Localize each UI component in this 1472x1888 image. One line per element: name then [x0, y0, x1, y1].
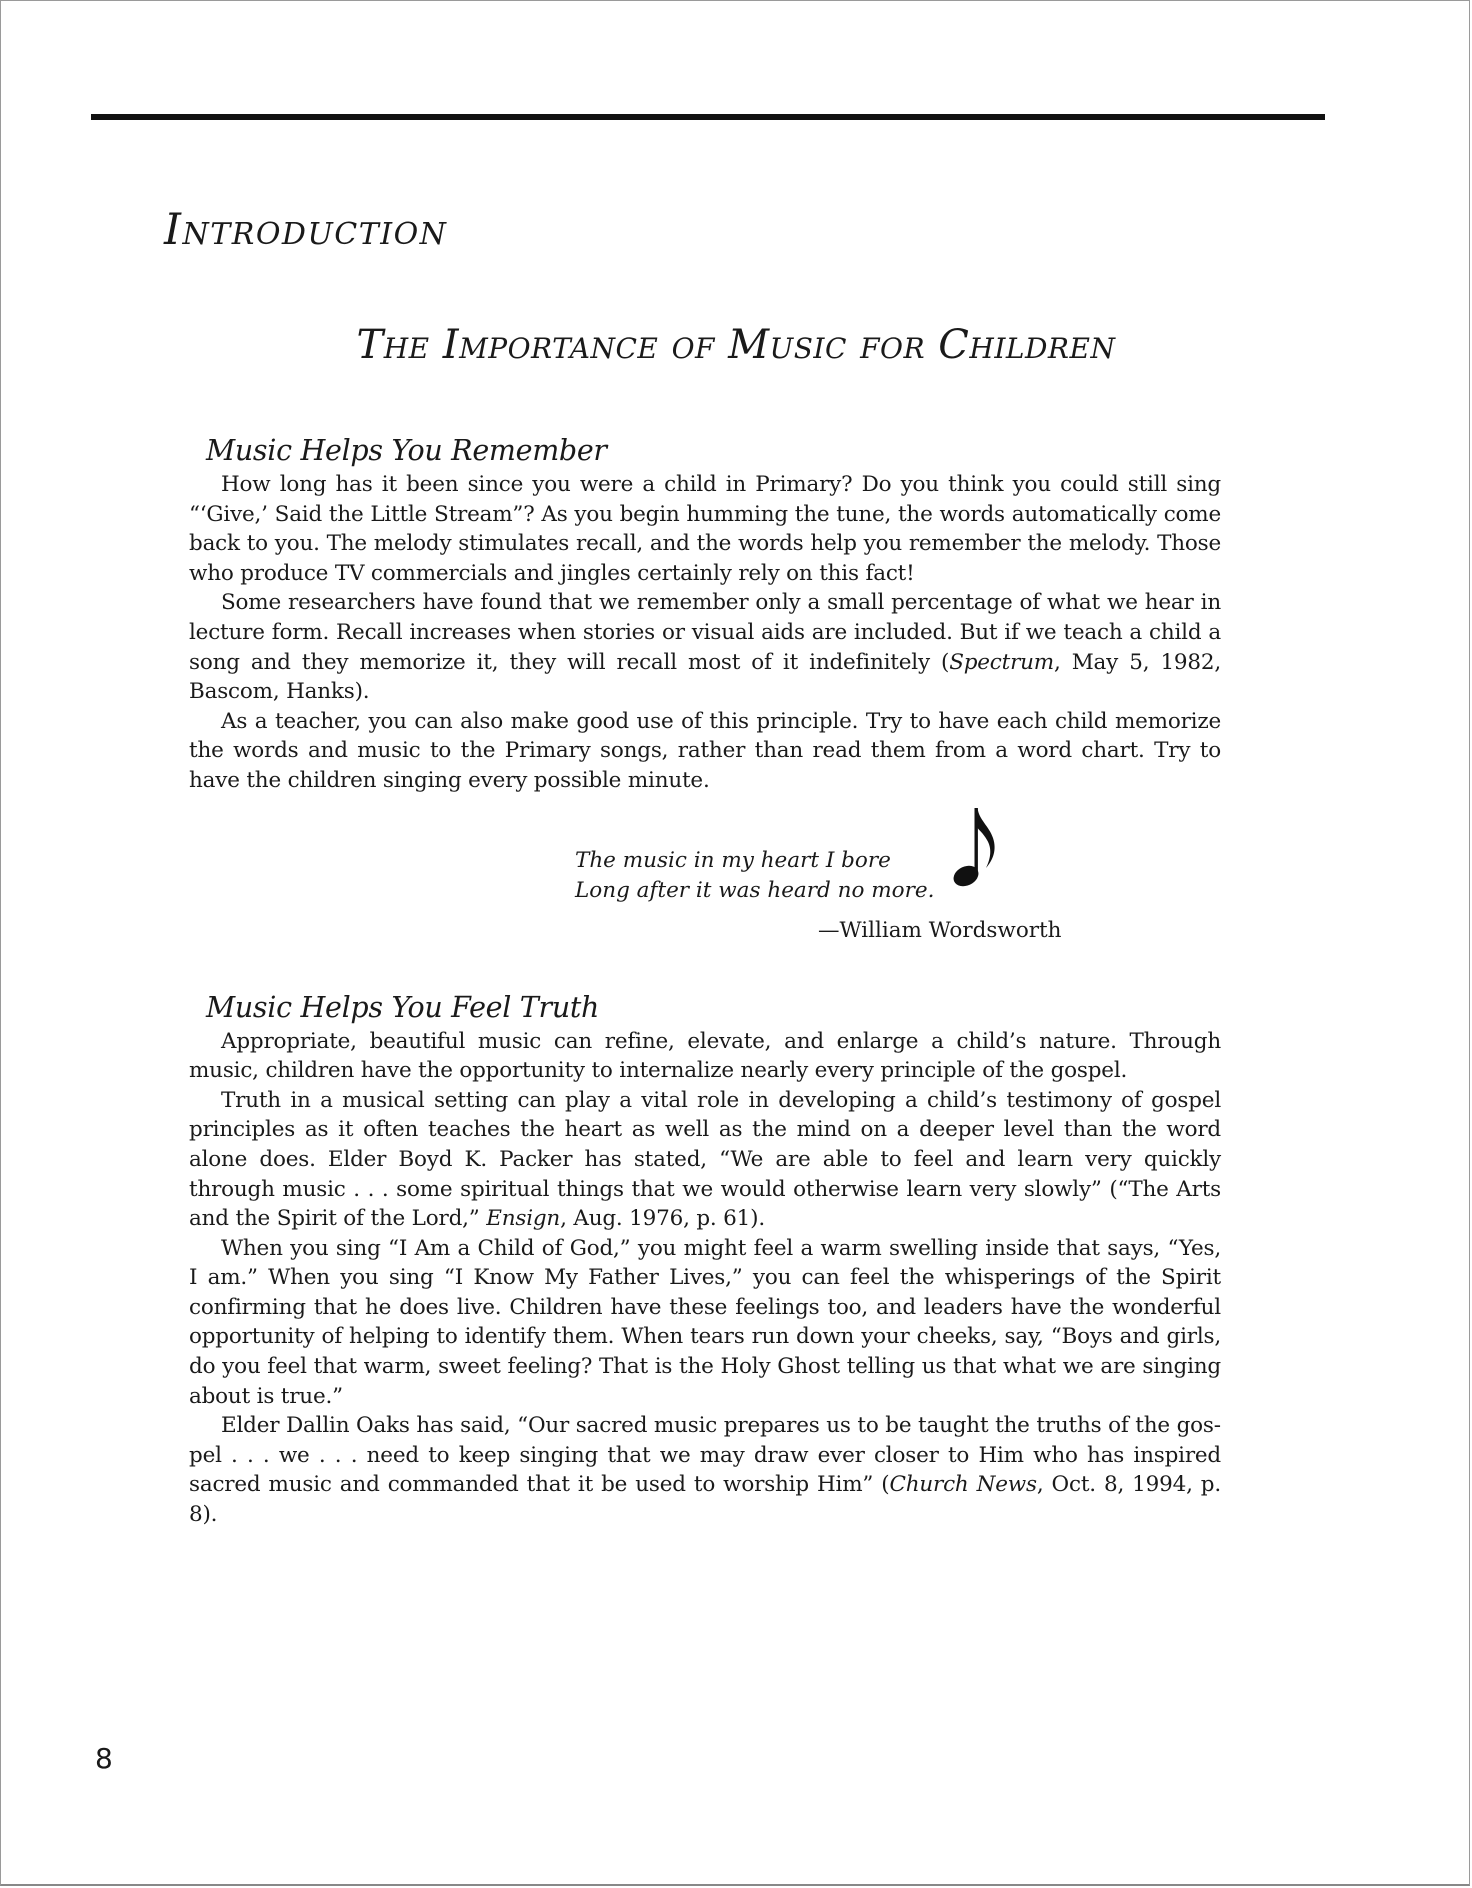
paragraph	[189, 1086, 1221, 1234]
quote-block	[189, 796, 1221, 989]
paragraph	[189, 707, 1221, 796]
quote-line: Long after it was heard no more.	[575, 877, 935, 903]
paragraph	[189, 1027, 1221, 1086]
paragraph-text: , Aug. 1976, p. 61).	[560, 1206, 765, 1232]
quote-line: The music in my heart I bore	[575, 847, 891, 873]
paragraph-text: When you sing “I Am a Child of God,” you might feel a warm swelling inside that says, “Yes, I am.” When you sing “I Know My Father Lives,” you can feel the whisperings of the Spirit confirming that he does live. Children have these feelings too, and leaders have the wonderful opportunity of helping to identify them. When tears run down your cheeks, say, “Boys and girls, do you feel that warm, sweet feeling? That is the Holy Ghost telling us that what we are singing about is true.”	[189, 1235, 1221, 1409]
paragraph-text: Elder Dallin Oaks has said, “Our sacred music prepares us to be taught the truths of the gospel . . . we . . . need to keep singing that we may draw ever closer to Him who has inspired sacred music and commanded that it be used to worship Him” (	[189, 1413, 1221, 1498]
paragraph-text: How long has it been since you were a child in Primary? Do you think you could still sing “‘Give,’ Said the Little Stream”? As you begin humming the tune, the words automatically come back to you. The melody stimulates recall, and the words help you remember the melody. Those who produce TV commercials and jingles certainly rely on this fact!	[189, 472, 1221, 586]
paragraph-text: Some researchers have found that we remember only a small percentage of what we hear in lecture form. Recall increases when stories or visual aids are included. But if we teach a child a song and they memorize it, they will recall most of it indefinitely (	[189, 590, 1221, 675]
paragraph-text: , May 5, 1982, Bascom, Hanks).	[189, 649, 1221, 705]
top-rule-divider	[91, 114, 1325, 120]
quote-attribution: —William Wordsworth	[818, 917, 1062, 943]
paragraph-text: As a teacher, you can also make good use of this principle. Try to have each child memorize the words and music to the Primary songs, rather than read them from a word chart. Try to have the children singing every possible minute.	[189, 708, 1221, 793]
subheading-remember: Music Helps You Remember	[206, 434, 607, 467]
citation-title: Spectrum	[949, 649, 1054, 675]
chapter-title: Introduction	[164, 205, 448, 255]
paragraph	[189, 470, 1221, 588]
subheading-truth: Music Helps You Feel Truth	[206, 990, 600, 1024]
eighth-note-icon	[952, 806, 1000, 888]
page-number: 8	[95, 1742, 113, 1775]
paragraph-text: Appropriate, beautiful music can refine, elevate, and enlarge a child’s nature. Through music, children have the opportunity to internalize nearly every principle of the gospel.	[189, 1028, 1221, 1084]
main-content	[189, 432, 1221, 1530]
paragraph-text: , Oct. 8, 1994, p. 8).	[189, 1472, 1222, 1528]
paragraph	[189, 1234, 1221, 1412]
paragraph	[189, 1411, 1221, 1529]
citation-title: Ensign	[486, 1206, 561, 1232]
citation-title: Church News	[889, 1472, 1037, 1498]
paragraph-text: Truth in a musical setting can play a vital role in developing a child’s testimony of gospel principles as it often teaches the heart as well as the mind on a deeper level than the word alone does. Elder Boyd K. Packer has stated, “We are able to feel and learn very quickly through music . . . some spiritual things that we would otherwise learn very slowly” (“The Arts and the Spirit of the Lord,”	[189, 1087, 1221, 1232]
section-title: The Importance of Music for Children	[356, 322, 1116, 368]
paragraph	[189, 588, 1221, 706]
